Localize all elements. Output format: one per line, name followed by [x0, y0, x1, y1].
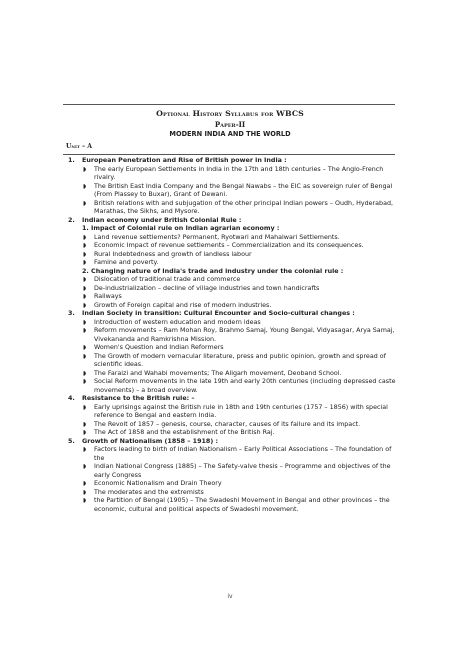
- list-item-text: The Faraizi and Wahabi movements; The Aligarh movement, Deoband School.: [94, 369, 342, 377]
- section-number: 5.: [68, 437, 75, 445]
- list-item: [82, 166, 396, 183]
- bullet-icon: ◗: [83, 480, 87, 487]
- section-number: 1.: [68, 157, 75, 164]
- list-item: [82, 200, 396, 217]
- list-item: [82, 276, 396, 285]
- list-item-text: Early uprisings against the British rule in 18th and 19th centuries (1757 – 1856) with special reference to Bengal and eastern India.: [94, 403, 388, 419]
- list-item-text: Famine and poverty.: [94, 259, 159, 266]
- bullet-icon: ◗: [83, 182, 87, 190]
- section-heading-text: European Penetration and Rise of British power in India :: [82, 157, 287, 164]
- list-item-text: Reform movements – Ram Mohan Roy, Brahmo Samaj, Young Bengal, Vidyasagar, Arya Samaj, Vivekananda and Ramkrishna Mission.: [94, 327, 395, 343]
- list-item: [82, 251, 396, 260]
- list-item: [82, 242, 396, 251]
- bullet-icon: ◗: [83, 344, 87, 351]
- list-item-text: the Partition of Bengal (1905) – The Swadeshi Movement in Bengal and other provinces – the economic, cultural and political aspects of Swadeshi movement.: [94, 497, 390, 513]
- list-item: [82, 489, 396, 498]
- section-number: 3.: [68, 310, 75, 317]
- list-item-text: Land revenue settlements? Permanent, Ryotwari and Mahalwari Settlements.: [94, 233, 340, 241]
- list-item-text: The Growth of modern vernacular literature, press and public opinion, growth and spread of scientific ideas.: [94, 352, 386, 368]
- bullet-icon: ◗: [83, 284, 87, 292]
- list-item-text: Women's Question and Indian Reformers: [94, 344, 224, 351]
- section-heading: [68, 216, 396, 226]
- list-item: [82, 429, 396, 438]
- bullet-icon: ◗: [83, 250, 87, 258]
- list-item-text: Social Reform movements in the late 19th and early 20th centuries (including depressed caste movements) – a broad overview.: [94, 378, 396, 394]
- list-item: [82, 446, 396, 463]
- bullet-icon: ◗: [83, 327, 87, 334]
- bullet-icon: ◗: [83, 420, 87, 428]
- list-item: [82, 378, 396, 395]
- bullet-icon: ◗: [83, 369, 87, 377]
- subsection-heading: 2. Changing nature of India's trade and industry under the colonial rule :: [82, 267, 344, 275]
- list-item: [82, 497, 396, 514]
- syllabus-section: [66, 157, 396, 217]
- section-heading-text: Indian Society in transition: Cultural Encounter and Socio-cultural changes :: [82, 310, 355, 317]
- section-heading: [68, 437, 396, 447]
- list-item: [82, 302, 396, 311]
- bullet-icon: ◗: [83, 318, 87, 326]
- section-number: 4.: [68, 395, 75, 402]
- paper-subtitle: MODERN INDIA AND THE WORLD: [169, 130, 291, 138]
- bullet-icon: ◗: [83, 242, 87, 249]
- section-heading-text: Growth of Nationalism (1858 – 1918) :: [82, 437, 218, 445]
- list-item-text: Dislocation of traditional trade and commerce: [94, 276, 241, 283]
- bullet-icon: ◗: [83, 293, 87, 300]
- list-item-text: Introduction of western education and modern ideas: [94, 318, 261, 326]
- syllabus-title: Optional History Syllabus for WBCS: [156, 109, 304, 118]
- bullet-icon: ◗: [83, 233, 87, 241]
- list-item: [82, 344, 396, 353]
- list-item-text: Rural Indebtedness and growth of landless labour: [94, 250, 252, 258]
- list-item: [82, 183, 396, 200]
- list-item-text: Growth of Foreign capital and rise of modern industries.: [94, 301, 272, 309]
- list-item: [82, 404, 396, 421]
- list-item: [82, 293, 396, 302]
- list-item-text: The moderates and the extremists: [94, 488, 204, 496]
- section-number: 2.: [68, 216, 75, 224]
- paper-label: Paper-II: [214, 120, 246, 129]
- bullet-icon: ◗: [83, 488, 87, 496]
- section-heading-text: Indian economy under British Colonial Rule :: [82, 216, 242, 224]
- section-heading-text: Resistance to the British rule: –: [82, 395, 195, 402]
- bullet-icon: ◗: [83, 463, 87, 470]
- bullet-icon: ◗: [83, 259, 87, 266]
- syllabus-section: [66, 395, 396, 438]
- syllabus-section: [66, 438, 396, 515]
- section-heading: [68, 157, 396, 166]
- list-item: [82, 421, 396, 430]
- list-item: [82, 353, 396, 370]
- bullet-icon: ◗: [83, 446, 87, 453]
- list-item-text: The Revolt of 1857 – genesis, course, character, causes of its failure and its impact.: [94, 420, 361, 428]
- list-item: [82, 327, 396, 344]
- bullet-icon: ◗: [83, 429, 87, 436]
- list-item: [82, 480, 396, 489]
- bullet-icon: ◗: [83, 276, 87, 283]
- list-item-text: The British East India Company and the Bengal Nawabs – the EIC as sovereign ruler of Bengal (From Plassey to Buxar), Grant of Dewani.: [94, 182, 393, 198]
- syllabus-section: [66, 217, 396, 311]
- syllabus-content: [66, 157, 396, 514]
- subsection-heading: 1. Impact of Colonial rule on Indian agrarian economy :: [82, 225, 280, 232]
- list-item-text: De-industrialization – decline of village industries and town handicrafts: [94, 284, 320, 292]
- list-item-text: Railways: [94, 293, 122, 300]
- list-item-text: Factors leading to birth of Indian Nationalism – Early Political Associations – The foundation of the: [94, 446, 392, 462]
- list-item-text: The early European Settlements in India in the 17th and 18th centuries – The Anglo-French rivalry.: [94, 165, 384, 181]
- list-item: [82, 319, 396, 328]
- list-item: [82, 463, 396, 480]
- page-number: iv: [227, 593, 233, 600]
- section-heading: [68, 310, 396, 319]
- unit-label: Unit – A: [66, 143, 93, 150]
- list-item-text: British relations with and subjugation of the other principal Indian powers – Oudh, Hyderabad, Marathas, the Sikhs, and Mysore.: [94, 199, 394, 215]
- syllabus-section: [66, 310, 396, 395]
- bullet-icon: ◗: [83, 352, 87, 360]
- bullet-icon: ◗: [83, 165, 87, 173]
- list-item-text: Indian National Congress (1885) – The Safety-valve thesis – Programme and objectives of the early Congress: [94, 463, 391, 479]
- list-item-text: Economic Impact of revenue settlements – Commercialization and its consequences.: [94, 242, 364, 249]
- bullet-icon: ◗: [83, 378, 87, 385]
- list-item-text: The Act of 1858 and the establishment of the British Raj.: [94, 429, 275, 436]
- list-item: [82, 370, 396, 379]
- bullet-icon: ◗: [83, 199, 87, 207]
- bullet-icon: ◗: [83, 403, 87, 411]
- list-item: [82, 285, 396, 294]
- list-item-text: Economic Nationalism and Drain Theory: [94, 480, 222, 487]
- list-item: [82, 259, 396, 268]
- bullet-icon: ◗: [83, 497, 87, 504]
- list-item: [82, 234, 396, 243]
- header-bottom-rule: [63, 154, 395, 155]
- header-top-rule: [63, 104, 395, 105]
- section-heading: [68, 395, 396, 404]
- bullet-icon: ◗: [83, 301, 87, 309]
